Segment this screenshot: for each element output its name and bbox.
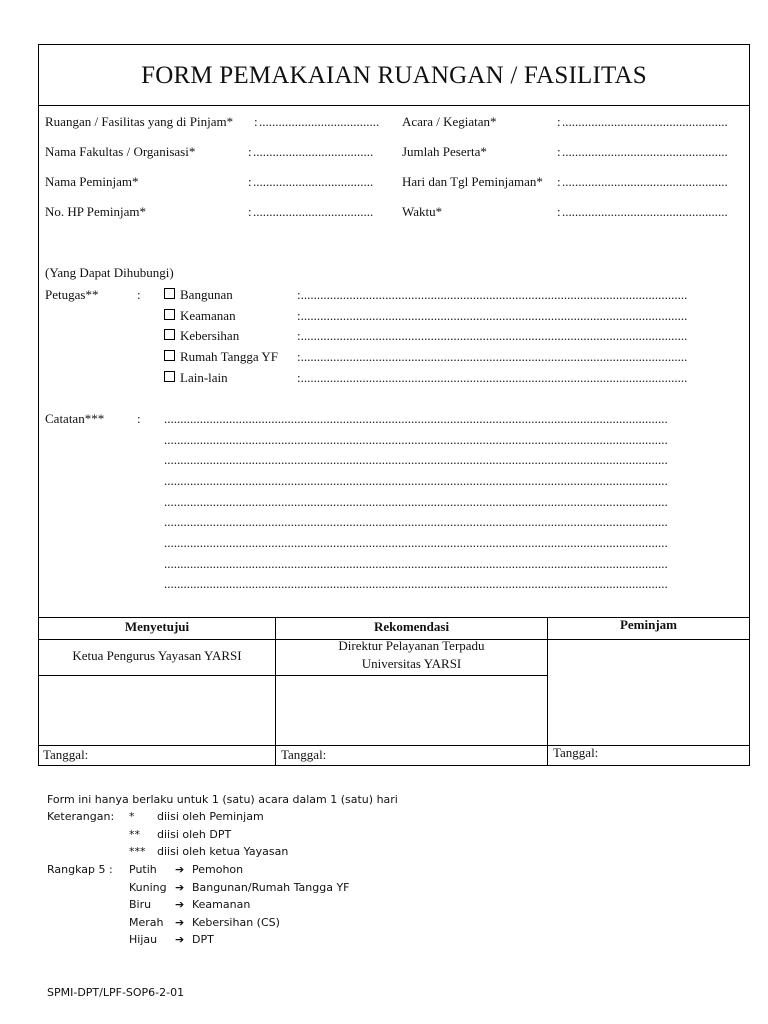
arrow-right-icon: ➔ [175,881,185,894]
field-sep-room: : [254,114,258,129]
arrow-right-icon: ➔ [175,863,185,876]
petugas-input-kebersihan[interactable]: :....................................................................................................................... [297,328,688,343]
checkbox-lain-lain[interactable] [164,371,175,382]
rangkap-color: Biru [129,898,152,911]
field-input-faculty[interactable]: ..................................... [253,144,374,159]
keterangan-mark: * [129,810,135,823]
option-label: Lain-lain [180,370,228,385]
catatan-sep: : [137,411,141,426]
catatan-line[interactable]: ........................................................................................................................................................... [164,452,668,467]
field-sep-time: : [557,204,561,219]
catatan-line[interactable]: ........................................................................................................................................................... [164,576,668,591]
date-label-rekomendasi: Tanggal: [281,747,327,762]
checkbox-bangunan[interactable] [164,288,175,299]
catatan-label: Catatan*** [45,411,105,426]
catatan-line[interactable]: ........................................................................................................................................................... [164,556,668,571]
petugas-input-bangunan[interactable]: :....................................................................................................................... [297,287,688,302]
field-input-borrower[interactable]: ..................................... [253,174,374,189]
field-label-faculty: Nama Fakultas / Organisasi* [45,144,196,159]
field-label-date: Hari dan Tgl Peminjaman* [402,174,543,189]
checkbox-kebersihan[interactable] [164,329,175,340]
option-label: Bangunan [180,287,233,302]
field-sep-borrower: : [248,174,252,189]
keterangan-mark: *** [129,845,146,858]
field-input-room[interactable]: ..................................... [259,114,380,129]
catatan-line[interactable]: ........................................................................................................................................................... [164,494,668,509]
keterangan-mark: ** [129,828,140,841]
header-peminjam: Peminjam [619,617,678,632]
field-input-event[interactable]: ................................................... [562,114,728,129]
field-label-room: Ruangan / Fasilitas yang di Pinjam* [45,114,234,129]
date-label-peminjam: Tanggal: [553,745,599,760]
catatan-line[interactable]: ........................................................................................................................................................... [164,473,668,488]
field-label-phone: No. HP Peminjam* [45,204,146,219]
petugas-sep: : [137,287,141,302]
room-usage-form [38,44,750,766]
petugas-option-keamanan[interactable] [164,308,236,324]
field-input-time[interactable]: ................................................... [562,204,728,219]
petugas-option-bangunan[interactable] [164,287,233,303]
date-row-divider [39,745,749,746]
checkbox-keamanan[interactable] [164,309,175,320]
rangkap-color: Putih [129,863,157,876]
field-input-participants[interactable]: ................................................... [562,144,728,159]
rangkap-recipient: Bangunan/Rumah Tangga YF [192,881,350,894]
rangkap-color: Merah [129,916,164,929]
petugas-option-rumah-tangga[interactable] [164,349,278,365]
option-label: Rumah Tangga YF [180,349,279,364]
field-sep-date: : [557,174,561,189]
catatan-line[interactable]: ........................................................................................................................................................... [164,514,668,529]
option-label: Keamanan [180,308,236,323]
rangkap-recipient: Keamanan [192,898,251,911]
petugas-input-rumah-tangga[interactable]: :....................................................................................................................... [297,349,688,364]
role-direktur-line1: Direktur Pelayanan Terpadu [338,638,485,653]
role-divider [39,675,548,676]
role-ketua-yayasan: Ketua Pengurus Yayasan YARSI [72,648,242,663]
arrow-right-icon: ➔ [175,933,185,946]
keterangan-text: diisi oleh Peminjam [157,810,264,823]
rangkap-label: Rangkap 5 : [47,863,113,876]
contact-note: (Yang Dapat Dihubungi) [45,265,174,280]
petugas-option-lain-lain[interactable] [164,370,228,386]
field-input-phone[interactable]: ..................................... [253,204,374,219]
rangkap-recipient: Pemohon [192,863,244,876]
checkbox-rumah-tangga[interactable] [164,350,175,361]
catatan-line[interactable]: ........................................................................................................................................................... [164,411,668,426]
field-label-event: Acara / Kegiatan* [402,114,497,129]
field-label-time: Waktu* [402,204,443,219]
role-direktur-line2: Universitas YARSI [361,656,462,671]
option-label: Kebersihan [180,328,240,343]
header-rekomendasi: Rekomendasi [373,619,450,634]
keterangan-text: diisi oleh ketua Yayasan [157,845,289,858]
validity-note: Form ini hanya berlaku untuk 1 (satu) acara dalam 1 (satu) hari [47,793,398,806]
rangkap-color: Hijau [129,933,158,946]
rangkap-color: Kuning [129,881,167,894]
petugas-input-keamanan[interactable]: :....................................................................................................................... [297,308,688,323]
document-code: SPMI-DPT/LPF-SOP6-2-01 [47,986,185,999]
field-sep-faculty: : [248,144,252,159]
keterangan-label: Keterangan: [47,810,115,823]
field-label-participants: Jumlah Peserta* [402,144,487,159]
arrow-right-icon: ➔ [175,898,185,911]
field-input-date[interactable]: ................................................... [562,174,728,189]
keterangan-text: diisi oleh DPT [157,828,232,841]
date-label-menyetujui: Tanggal: [43,747,89,762]
field-sep-phone: : [248,204,252,219]
petugas-label: Petugas** [45,287,99,302]
field-sep-event: : [557,114,561,129]
rangkap-recipient: DPT [192,933,214,946]
rangkap-recipient: Kebersihan (CS) [192,916,280,929]
form-title: FORM PEMAKAIAN RUANGAN / FASILITAS [39,45,749,106]
catatan-line[interactable]: ........................................................................................................................................................... [164,535,668,550]
petugas-option-kebersihan[interactable] [164,328,239,344]
field-sep-participants: : [557,144,561,159]
field-label-borrower: Nama Peminjam* [45,174,139,189]
header-menyetujui: Menyetujui [124,619,190,634]
col-divider-2 [547,617,548,765]
catatan-line[interactable]: ........................................................................................................................................................... [164,432,668,447]
petugas-input-lain-lain[interactable]: :....................................................................................................................... [297,370,688,385]
arrow-right-icon: ➔ [175,916,185,929]
header-divider-left [39,639,276,640]
